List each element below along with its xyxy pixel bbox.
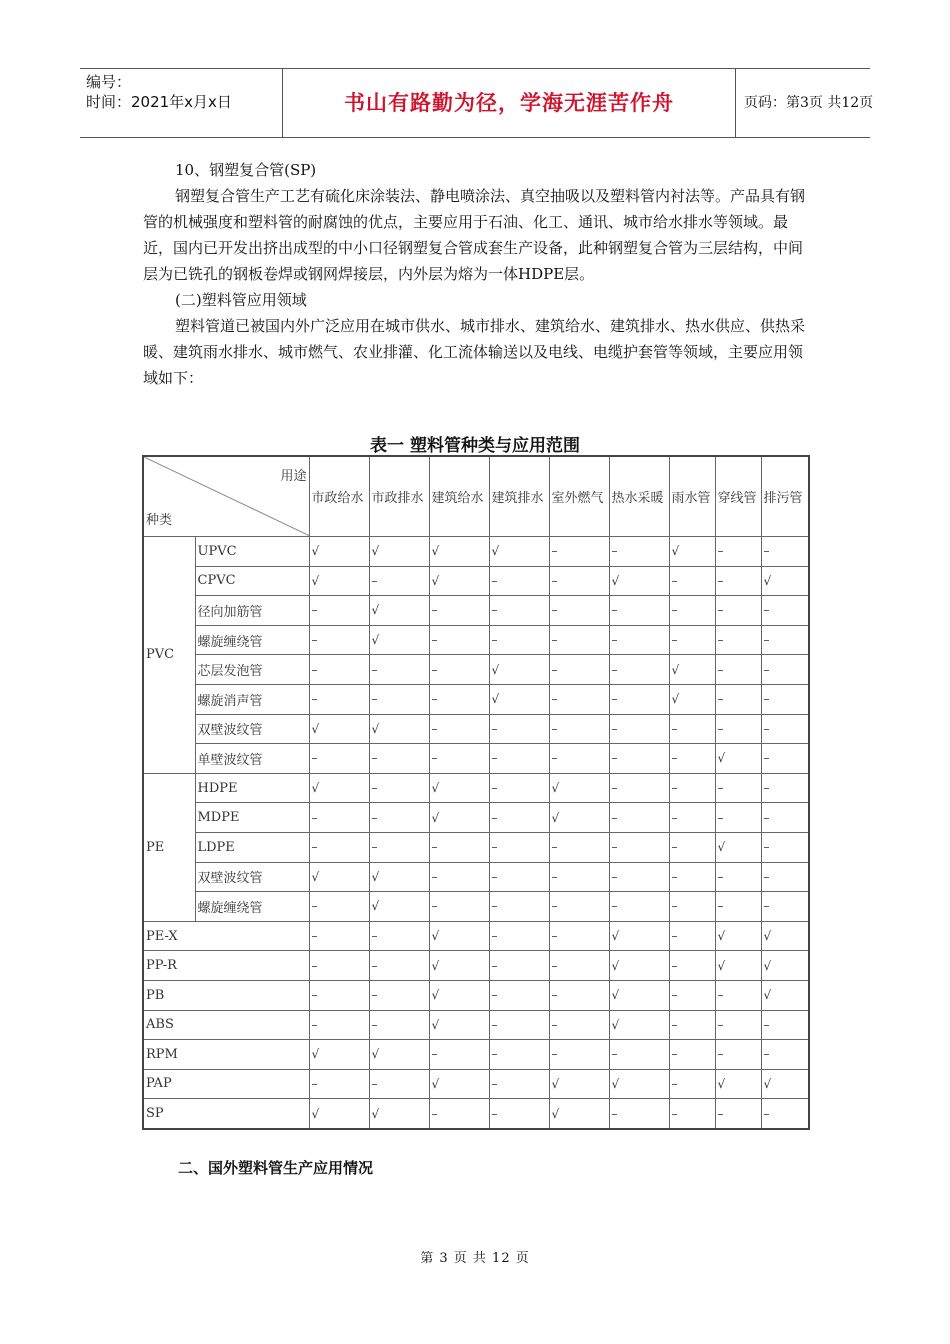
paragraph-sp-description: 钢塑复合管生产工艺有硫化床涂装法、静电喷涂法、真空抽吸以及塑料管内衬法等。产品具有钢管的机械强度和塑料管的耐腐蚀的优点，主要应用于石油、化工、通讯、城市给水排水等领域。最近，国内已开发出挤出成型的中小口径钢塑复合管成套生产设备，此种钢塑复合管为三层结构，中间层为已铣孔的钢板卷焊或钢网焊接层，内外层为熔为一体HDPE层。: [143, 187, 806, 283]
table-cell: –: [715, 684, 761, 714]
table-cell: √: [309, 862, 369, 892]
table-cell: –: [549, 980, 609, 1010]
table-cell: –: [309, 684, 369, 714]
row-name-cell: SP: [143, 1099, 309, 1129]
table-cell: –: [309, 921, 369, 951]
row-name-cell: LDPE: [195, 832, 309, 862]
paragraph-applications: 塑料管道已被国内外广泛应用在城市供水、城市排水、建筑给水、建筑排水、热水供应、供热采暖、建筑雨水排水、城市燃气、农业排灌、化工流体输送以及电线、电缆护套管等领域，主要应用领域如下：: [143, 317, 806, 387]
table-cell: √: [609, 921, 669, 951]
table-row: [143, 714, 809, 744]
table-cell: –: [715, 625, 761, 655]
table-cell: √: [369, 537, 429, 567]
group-name-cell: PVC: [143, 537, 195, 774]
table-cell: –: [715, 596, 761, 626]
column-header: 热水采暖: [609, 456, 669, 537]
table-cell: –: [715, 566, 761, 596]
table-cell: √: [309, 714, 369, 744]
row-name-cell: UPVC: [195, 537, 309, 567]
column-header: 排污管: [761, 456, 809, 537]
table-cell: –: [549, 1040, 609, 1070]
header-motto: 书山有路勤为径，学海无涯苦作舟: [282, 69, 736, 137]
table-row: [143, 1040, 809, 1070]
table-cell: –: [489, 832, 549, 862]
table-cell: –: [309, 832, 369, 862]
table-cell: √: [369, 596, 429, 626]
table-cell: √: [761, 921, 809, 951]
corner-kind-label: 种类: [146, 513, 173, 528]
table-cell: –: [429, 1099, 489, 1129]
table-cell: –: [369, 744, 429, 774]
table-cell: –: [715, 862, 761, 892]
table-cell: √: [369, 625, 429, 655]
table-cell: –: [549, 596, 609, 626]
table-cell: √: [369, 1099, 429, 1129]
table-cell: –: [369, 566, 429, 596]
row-name-cell: 径向加筋管: [195, 596, 309, 626]
table-row: [143, 1010, 809, 1040]
table-row: [143, 1099, 809, 1129]
table-cell: –: [609, 1040, 669, 1070]
table-cell: –: [761, 625, 809, 655]
group-name-cell: PE: [143, 773, 195, 921]
table-cell: √: [429, 773, 489, 803]
table-cell: –: [429, 596, 489, 626]
row-name-cell: 双壁波纹管: [195, 862, 309, 892]
table-row: [143, 832, 809, 862]
table-cell: –: [549, 537, 609, 567]
table-row: [143, 655, 809, 685]
table-cell: –: [669, 1099, 715, 1129]
table-cell: –: [761, 596, 809, 626]
table-row: [143, 596, 809, 626]
table-row: [143, 892, 809, 922]
table-cell: –: [669, 980, 715, 1010]
table-cell: –: [761, 773, 809, 803]
table-cell: –: [369, 684, 429, 714]
table-cell: √: [309, 566, 369, 596]
table-cell: √: [549, 803, 609, 833]
table-cell: –: [669, 1010, 715, 1040]
table-cell: –: [715, 655, 761, 685]
table-row: [143, 773, 809, 803]
table-cell: –: [489, 1040, 549, 1070]
table-cell: –: [715, 892, 761, 922]
table-cell: √: [429, 1010, 489, 1040]
table-cell: –: [609, 625, 669, 655]
table-cell: √: [309, 1099, 369, 1129]
table-cell: –: [761, 832, 809, 862]
table-cell: √: [761, 980, 809, 1010]
table-cell: –: [309, 803, 369, 833]
table-cell: –: [489, 1069, 549, 1099]
row-name-cell: 双壁波纹管: [195, 714, 309, 744]
table-cell: –: [715, 980, 761, 1010]
table-cell: –: [429, 832, 489, 862]
paragraph-heading-applications: (二)塑料管应用领域: [175, 291, 307, 309]
table-cell: –: [549, 951, 609, 981]
table-cell: √: [369, 714, 429, 744]
table-cell: –: [429, 744, 489, 774]
table-cell: –: [669, 625, 715, 655]
table-cell: –: [489, 862, 549, 892]
page-header: [80, 68, 874, 138]
row-name-cell: 螺旋消声管: [195, 684, 309, 714]
row-name-cell: 单壁波纹管: [195, 744, 309, 774]
column-header: 室外燃气: [549, 456, 609, 537]
row-name-cell: RPM: [143, 1040, 309, 1070]
table-cell: –: [669, 862, 715, 892]
table-cell: √: [609, 1069, 669, 1099]
table-cell: –: [761, 1040, 809, 1070]
table-cell: –: [609, 537, 669, 567]
table-row: [143, 803, 809, 833]
table-cell: –: [369, 980, 429, 1010]
table-cell: –: [549, 744, 609, 774]
table-cell: –: [609, 684, 669, 714]
header-page-label: 页码：第3页 共12页: [744, 95, 874, 111]
table-cell: √: [609, 566, 669, 596]
table-cell: –: [669, 921, 715, 951]
table-cell: –: [489, 980, 549, 1010]
row-name-cell: 螺旋缠绕管: [195, 625, 309, 655]
table-cell: √: [549, 1099, 609, 1129]
table-row: [143, 1069, 809, 1099]
table-cell: √: [609, 1010, 669, 1040]
table-cell: –: [309, 625, 369, 655]
table-cell: –: [369, 655, 429, 685]
table-caption: 表一 塑料管种类与应用范围: [370, 436, 580, 456]
table-cell: –: [669, 1040, 715, 1070]
table-cell: √: [715, 744, 761, 774]
table-cell: –: [429, 892, 489, 922]
table-cell: –: [609, 744, 669, 774]
row-name-cell: PAP: [143, 1069, 309, 1099]
table-cell: √: [429, 951, 489, 981]
table-cell: √: [715, 832, 761, 862]
table-cell: –: [489, 951, 549, 981]
table-cell: –: [429, 684, 489, 714]
table-cell: √: [369, 1040, 429, 1070]
table-cell: –: [489, 1099, 549, 1129]
table-cell: √: [715, 1069, 761, 1099]
table-cell: –: [761, 537, 809, 567]
corner-use-label: 用途: [280, 469, 307, 484]
table-cell: –: [609, 1099, 669, 1129]
table-cell: –: [489, 596, 549, 626]
table-cell: –: [549, 566, 609, 596]
table-cell: –: [369, 921, 429, 951]
table-row: [143, 537, 809, 567]
table-cell: –: [429, 655, 489, 685]
table-cell: –: [309, 1010, 369, 1040]
table-cell: –: [309, 951, 369, 981]
table-cell: √: [669, 684, 715, 714]
table-cell: –: [489, 714, 549, 744]
table-cell: –: [369, 1069, 429, 1099]
table-header-row: [143, 456, 809, 537]
table-row: [143, 951, 809, 981]
table-row: [143, 744, 809, 774]
table-cell: √: [489, 684, 549, 714]
table-row: [143, 625, 809, 655]
table-cell: √: [309, 537, 369, 567]
table-cell: –: [715, 773, 761, 803]
table-cell: –: [669, 714, 715, 744]
table-cell: –: [761, 714, 809, 744]
table-cell: –: [489, 625, 549, 655]
column-header: 穿线管: [715, 456, 761, 537]
document-time-label: 时间：2021年x月x日: [86, 93, 232, 111]
table-cell: –: [369, 951, 429, 981]
section-2-title: 二、国外塑料管生产应用情况: [178, 1159, 374, 1177]
column-header: 市政排水: [369, 456, 429, 537]
table-cell: –: [609, 803, 669, 833]
row-name-cell: MDPE: [195, 803, 309, 833]
table-cell: –: [369, 832, 429, 862]
table-cell: –: [715, 537, 761, 567]
table-cell: –: [549, 921, 609, 951]
table-cell: –: [309, 980, 369, 1010]
table-cell: √: [669, 655, 715, 685]
table-cell: –: [669, 951, 715, 981]
table-cell: –: [309, 892, 369, 922]
row-name-cell: PE-X: [143, 921, 309, 951]
table-cell: –: [549, 862, 609, 892]
table-cell: –: [669, 803, 715, 833]
table-cell: √: [309, 1040, 369, 1070]
table-row: [143, 921, 809, 951]
table-cell: √: [609, 951, 669, 981]
table-cell: √: [761, 951, 809, 981]
table-cell: –: [609, 773, 669, 803]
table-cell: –: [369, 773, 429, 803]
row-name-cell: CPVC: [195, 566, 309, 596]
table-cell: –: [309, 596, 369, 626]
table-cell: –: [489, 773, 549, 803]
table-cell: –: [489, 921, 549, 951]
table-row: [143, 862, 809, 892]
pipe-application-table: [142, 455, 810, 1130]
table-cell: –: [715, 1099, 761, 1129]
table-cell: –: [761, 803, 809, 833]
table-cell: –: [669, 596, 715, 626]
column-header: 市政给水: [309, 456, 369, 537]
table-cell: √: [669, 537, 715, 567]
table-cell: –: [609, 655, 669, 685]
table-cell: –: [309, 655, 369, 685]
table-cell: √: [609, 980, 669, 1010]
table-cell: √: [549, 1069, 609, 1099]
table-cell: –: [761, 1010, 809, 1040]
column-header: 建筑排水: [489, 456, 549, 537]
table-cell: –: [761, 744, 809, 774]
table-cell: √: [309, 773, 369, 803]
row-name-cell: 螺旋缠绕管: [195, 892, 309, 922]
table-cell: √: [489, 537, 549, 567]
table-cell: √: [761, 1069, 809, 1099]
table-cell: –: [669, 832, 715, 862]
table-cell: √: [429, 537, 489, 567]
table-cell: –: [309, 744, 369, 774]
table-cell: –: [429, 1040, 489, 1070]
table-cell: –: [669, 1069, 715, 1099]
row-name-cell: PB: [143, 980, 309, 1010]
table-cell: –: [549, 892, 609, 922]
table-cell: –: [715, 1040, 761, 1070]
table-cell: –: [369, 1010, 429, 1040]
table-cell: –: [761, 862, 809, 892]
column-header: 建筑给水: [429, 456, 489, 537]
table-corner-cell: [143, 456, 309, 537]
table-cell: –: [609, 832, 669, 862]
table-cell: –: [369, 803, 429, 833]
table-row: [143, 980, 809, 1010]
table-cell: –: [669, 566, 715, 596]
table-cell: –: [549, 684, 609, 714]
table-cell: –: [489, 566, 549, 596]
table-cell: –: [549, 655, 609, 685]
table-cell: –: [669, 773, 715, 803]
table-cell: –: [429, 714, 489, 744]
table-cell: √: [429, 921, 489, 951]
table-cell: –: [549, 1010, 609, 1040]
table-cell: –: [761, 1099, 809, 1129]
table-cell: √: [761, 566, 809, 596]
table-row: [143, 684, 809, 714]
table-cell: –: [489, 1010, 549, 1040]
table-cell: –: [715, 714, 761, 744]
table-cell: √: [429, 980, 489, 1010]
table-cell: √: [715, 951, 761, 981]
table-cell: –: [609, 596, 669, 626]
row-name-cell: HDPE: [195, 773, 309, 803]
table-cell: –: [609, 714, 669, 744]
table-cell: –: [489, 892, 549, 922]
table-cell: √: [489, 655, 549, 685]
table-cell: –: [609, 892, 669, 922]
table-cell: √: [715, 921, 761, 951]
table-cell: –: [549, 832, 609, 862]
table-cell: √: [369, 892, 429, 922]
table-cell: –: [669, 892, 715, 922]
table-cell: √: [369, 862, 429, 892]
row-name-cell: PP-R: [143, 951, 309, 981]
table-cell: –: [429, 862, 489, 892]
table-cell: –: [715, 803, 761, 833]
table-cell: –: [761, 655, 809, 685]
table-cell: –: [549, 714, 609, 744]
table-cell: √: [429, 803, 489, 833]
table-cell: √: [429, 566, 489, 596]
table-cell: –: [761, 892, 809, 922]
page-footer: 第 3 页 共 12 页: [420, 1251, 530, 1266]
table-cell: –: [489, 803, 549, 833]
table-cell: –: [715, 1010, 761, 1040]
table-cell: –: [609, 862, 669, 892]
header-meta: [80, 69, 282, 137]
table-cell: –: [429, 625, 489, 655]
table-cell: –: [489, 744, 549, 774]
table-cell: √: [429, 1069, 489, 1099]
table-cell: √: [549, 773, 609, 803]
document-number-label: 编号：: [86, 73, 132, 91]
column-header: 雨水管: [669, 456, 715, 537]
table-cell: –: [761, 684, 809, 714]
row-name-cell: ABS: [143, 1010, 309, 1040]
table-row: [143, 566, 809, 596]
row-name-cell: 芯层发泡管: [195, 655, 309, 685]
table-cell: –: [549, 625, 609, 655]
body-text: [143, 157, 807, 391]
paragraph-heading-sp: 10、钢塑复合管(SP): [175, 161, 317, 179]
table-cell: –: [669, 744, 715, 774]
table-cell: –: [309, 1069, 369, 1099]
